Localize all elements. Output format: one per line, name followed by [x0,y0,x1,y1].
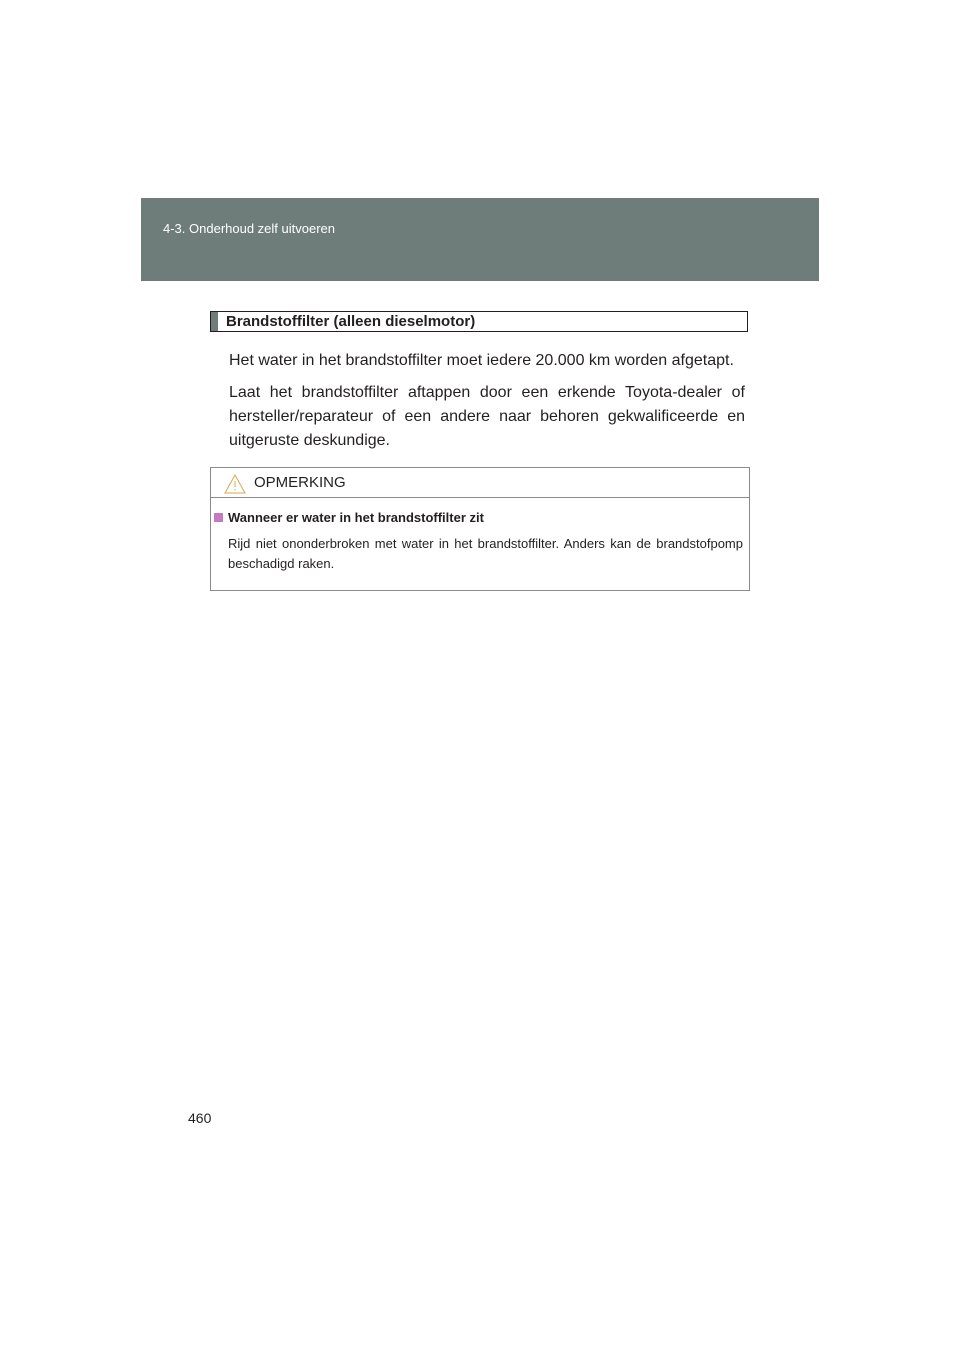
notice-text: Rijd niet ononderbroken met water in het brandstoffilter. Anders kan de brandstofpomp beschadigd raken. [228,536,743,571]
heading-accent-bar [211,312,218,331]
page-number: 460 [188,1110,212,1126]
bullet-square-icon [214,513,223,522]
warning-triangle-icon [224,474,246,494]
notice-header [211,468,749,498]
section-heading [210,311,748,332]
notice-subheading: Wanneer er water in het brandstoffilter zit [228,510,484,525]
notice-title: OPMERKING [254,474,346,491]
notice-box [210,467,750,591]
paragraph-drain-interval: Het water in het brandstoffilter moet iedere 20.000 km worden afgetapt. [229,352,734,369]
section-heading-label: Brandstoffilter (alleen dieselmotor) [226,313,476,330]
chapter-header [141,198,819,281]
paragraph-dealer-advice: Laat het brandstoffilter aftappen door een erkende Toyota-dealer of hersteller/reparateur of een andere naar behoren gekwalificeerde en uitgeruste deskundige. [229,384,745,449]
chapter-title: 4-3. Onderhoud zelf uitvoeren [163,221,335,236]
